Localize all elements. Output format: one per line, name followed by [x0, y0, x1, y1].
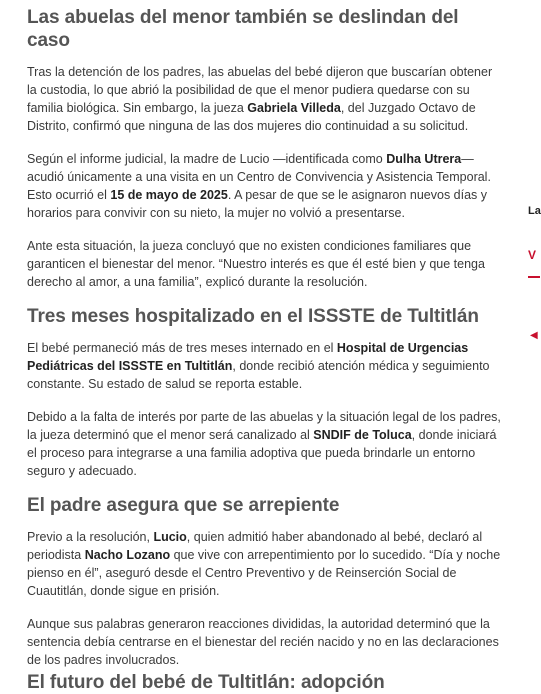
- text-run: , donde iniciará el proceso para integrarse a una familia adoptiva que pueda brindarle un entorno seguro y adecuado.: [27, 428, 497, 478]
- text-run: , del Juzgado Octavo de Distrito, confirmó que ninguna de las dos mujeres dio continuidad a su solicitud.: [27, 101, 476, 133]
- sidebar-label: La: [528, 205, 541, 217]
- text-run: Ante esta situación, la jueza concluyó que no existen condiciones familiares que garanticen el bienestar del menor. “Nuestro interés es que él esté bien y que tenga derecho al amor, a una familia”, explicó durante la resolución.: [27, 239, 485, 289]
- section-heading: Tres meses hospitalizado en el ISSSTE de Tultitlán: [27, 306, 479, 327]
- bold-text: Gabriela Villeda: [247, 101, 341, 115]
- text-run: Aunque sus palabras generaron reacciones divididas, la autoridad determinó que la sentencia debía centrarse en el bienestar del recién nacido y no en las declaraciones de los padres involucrados.: [27, 617, 499, 667]
- text-run: , donde recibió atención médica y seguimiento constante. Su estado de salud se reporta estable.: [27, 359, 490, 391]
- text-run: Previo a la resolución,: [27, 530, 154, 544]
- arrow-left-icon[interactable]: ◀: [530, 330, 538, 341]
- text-run: Según el informe judicial, la madre de Lucio —identificada como: [27, 152, 387, 166]
- paragraph: [27, 63, 502, 135]
- text-run: . A pesar de que se le asignaron nuevos días y horarios para convivir con su nieto, la mujer no volvió a presentarse.: [27, 188, 488, 220]
- paragraph: [27, 408, 502, 480]
- article-body: [27, 0, 502, 669]
- text-run: El bebé permaneció más de tres meses internado en el: [27, 341, 337, 355]
- bold-text: Dulha Utrera: [386, 152, 462, 166]
- section-heading-next: El futuro del bebé de Tultitlán: adopción: [27, 672, 385, 693]
- text-run: — acudió únicamente a una visita en un Centro de Convivencia y Asistencia Temporal. Esto ocurrió el: [27, 152, 491, 202]
- sidebar-divider: [528, 276, 540, 278]
- paragraph: [27, 615, 502, 669]
- bold-text: Nacho Lozano: [84, 548, 171, 562]
- paragraph: [27, 150, 502, 222]
- sidebar-fragment: [528, 0, 541, 678]
- text-run: , quien admitió haber abandonado al bebé, declaró al periodista: [27, 530, 483, 562]
- bold-text: 15 de mayo de 2025: [110, 188, 228, 202]
- bold-text: Hospital de Urgencias Pediátricas del ISSSTE en Tultitlán: [27, 341, 469, 373]
- paragraph: [27, 528, 502, 600]
- paragraph: [27, 237, 502, 291]
- text-run: que vive con arrepentimiento por lo sucedido. “Día y noche pienso en él”, aseguró desde el Centro Preventivo y de Reinserción Social de Cuautitlán, donde sigue en prisión.: [27, 548, 501, 598]
- paragraph: [27, 339, 502, 393]
- bold-text: Lucio: [153, 530, 187, 544]
- text-run: Debido a la falta de interés por parte de las abuelas y la situación legal de los padres, la jueza determinó que el menor será canalizado al: [27, 410, 501, 442]
- section-heading: Las abuelas del menor también se deslindan del caso: [27, 7, 459, 51]
- bold-text: SNDIF de Toluca: [313, 428, 412, 442]
- sidebar-red-text[interactable]: V: [528, 248, 537, 262]
- text-run: Tras la detención de los padres, las abuelas del bebé dijeron que buscarían obtener la custodia, lo que abrió la posibilidad de que el menor pudiera quedarse con su familia biológica. Sin embargo, la jueza: [27, 65, 493, 115]
- section-heading: El padre asegura que se arrepiente: [27, 495, 340, 516]
